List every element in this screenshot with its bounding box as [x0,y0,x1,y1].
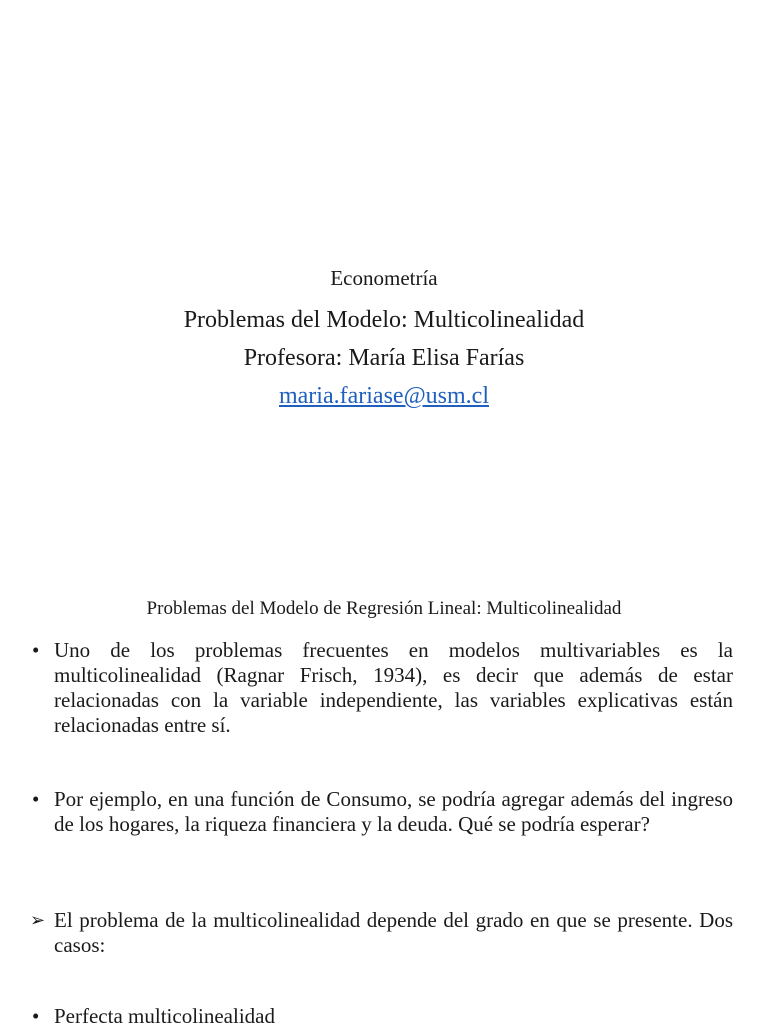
bullet-text: Por ejemplo, en una función de Consumo, se podría agregar además del ingreso de los hogares, la riqueza financiera y la deuda. Qué se podría esperar? [54,787,733,836]
bullet-text: El problema de la multicolinealidad depende del grado en que se presente. Dos casos: [54,908,733,957]
email-link[interactable]: maria.fariase@usm.cl [278,383,489,409]
bullet-marker: • [32,787,40,811]
professor-name: Profesora: María Elisa Farías [243,345,525,371]
bullet-text: Perfecta multicolinealidad [54,1004,275,1028]
bullet-item [32,787,733,837]
bullet-marker: • [32,638,40,662]
arrow-bullet-icon: ➢ [30,910,46,931]
topic-title: Problemas del Modelo: Multicolinealidad [183,307,585,333]
bullet-item [32,1004,733,1029]
email-line [0,380,768,412]
content-slide [0,570,768,1028]
slide-subtitle: Problemas del Modelo de Regresión Lineal: Multicolinealidad [146,598,622,619]
bullet-item [32,908,733,958]
course-title: Econometría [330,266,438,290]
bullet-text: Uno de los problemas frecuentes en modelos multivariables es la multicolinealidad (Ragnar Frisch, 1934), es decir que además de estar relacionadas con la variable independiente, las variables explicativas están relacionadas entre sí. [54,638,733,737]
bullet-item [32,638,733,738]
bullet-marker: • [32,1004,40,1028]
